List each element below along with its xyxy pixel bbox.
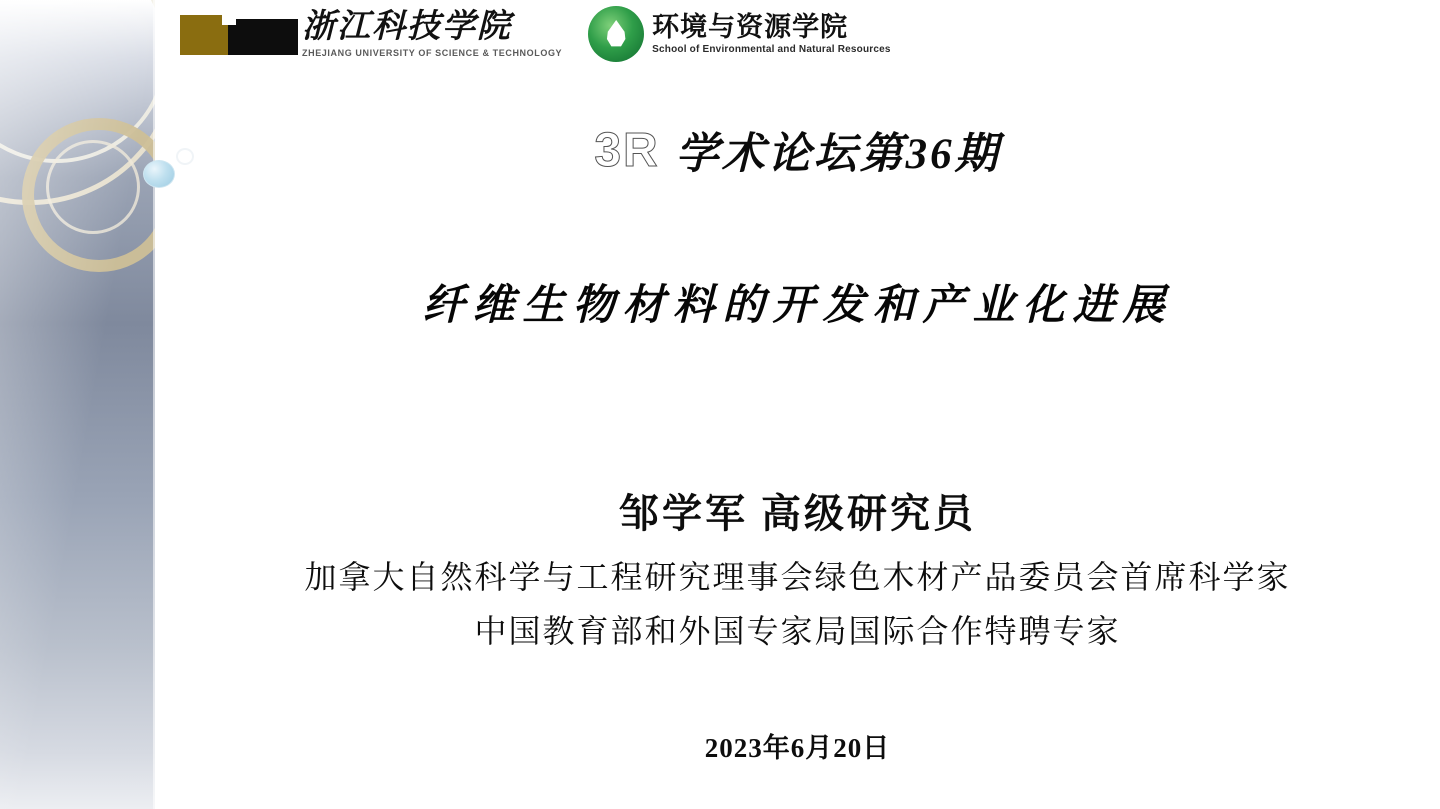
logo-row [180, 6, 891, 62]
senr-logo-name-en: School of Environmental and Natural Resources [652, 44, 891, 56]
zust-logo-text [302, 10, 562, 58]
zust-logo-name-en: ZHEJIANG UNIVERSITY OF SCIENCE & TECHNOLOGY [302, 47, 563, 58]
zust-logo-icon [180, 7, 298, 61]
forum-title: 学术论坛第36期 [675, 131, 1001, 178]
forum-heading [155, 120, 1440, 181]
speaker-affiliation-primary: 加拿大自然科学与工程研究理事会绿色木材产品委员会首席科学家 [304, 559, 1291, 595]
zust-logo [180, 7, 562, 61]
decorative-band-glow [0, 0, 155, 809]
decorative-side-band [0, 0, 155, 809]
senr-logo-name-cn: 环境与资源学院 [652, 11, 849, 42]
speaker-name: 邹学军 高级研究员 [619, 491, 976, 536]
zust-logo-name-cn: 浙江科技学院 [302, 9, 512, 46]
three-r-logo-icon: 3R [594, 124, 660, 177]
senr-logo [588, 6, 891, 62]
water-drop-icon [588, 6, 644, 62]
page-title: 纤维生物材料的开发和产业化进展 [422, 283, 1173, 329]
speaker-affiliation-secondary: 中国教育部和外国专家局国际合作特聘专家 [474, 613, 1121, 649]
event-date: 2023年6月20日 [704, 733, 891, 763]
senr-logo-text [652, 13, 891, 56]
